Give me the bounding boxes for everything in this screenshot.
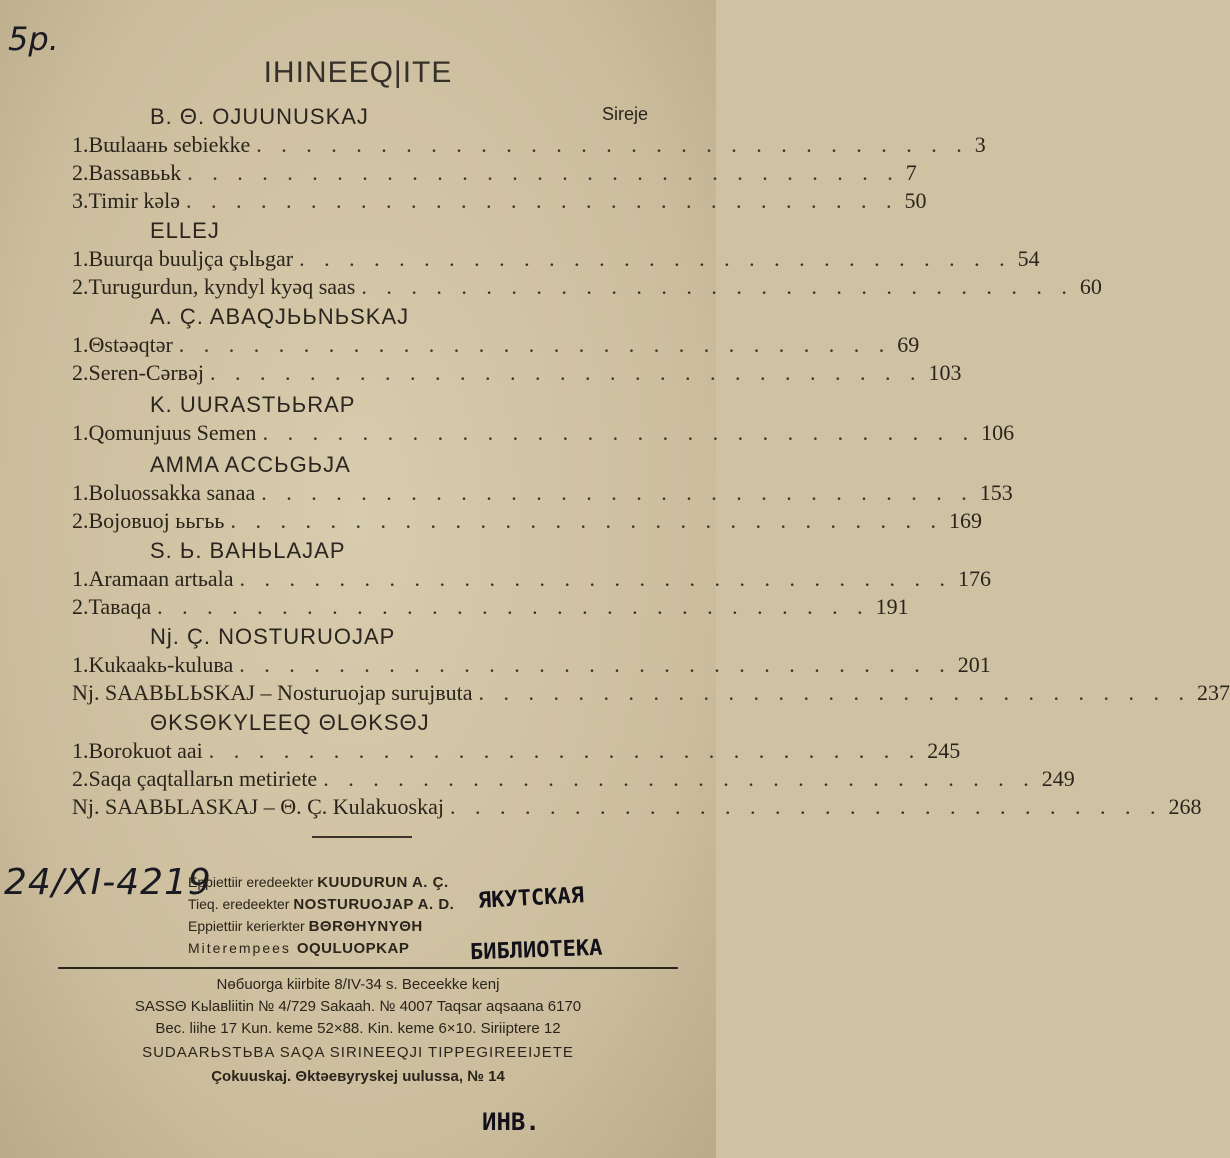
dot-leader: . . . . . . . . . . . . . . . . . . . . . . . . . . . . . xyxy=(230,508,943,533)
print-info-line: Çokuuskaj. Θktəeвyryskej uulussa, № 14 xyxy=(211,1068,505,1085)
dot-leader: . . . . . . . . . . . . . . . . . . . . . . . . . . . . . xyxy=(178,332,892,357)
dot-leader: . . . . . . . . . . . . . . . . . . . . . . . . . . . . . xyxy=(256,132,969,157)
entry-number: 2. xyxy=(72,766,89,791)
dot-leader: . . . . . . . . . . . . . . . . . . . . . . . . . . . . . xyxy=(361,274,1074,299)
section-author: K. UURASTЬЬRAP xyxy=(150,392,356,417)
entry-title: Aramaan artьala xyxy=(88,566,234,591)
entry-title: Qomunjuus Semen xyxy=(88,420,257,445)
dot-leader: . . . . . . . . . . . . . . . . . . . . . . . . . . . . . xyxy=(478,680,1191,705)
page-title: IHINEEQ|ITE xyxy=(263,56,453,89)
toc-entry xyxy=(72,274,1102,302)
entry-title: Nj. SAABЬLASKAJ – Θ. Ç. Kulakuoskaj xyxy=(72,794,444,819)
entry-title: Kukaakь-kuluва xyxy=(88,652,234,677)
entry-page: 7 xyxy=(905,160,917,185)
dot-leader: . . . . . . . . . . . . . . . . . . . . . . . . . . . . . xyxy=(449,794,1163,819)
toc-entry xyxy=(72,246,1040,274)
toc-entry xyxy=(72,652,991,680)
library-stamp-line-1: ЯКУТСКАЯ xyxy=(477,883,585,914)
entry-page: 245 xyxy=(927,738,961,763)
entry-number: 1. xyxy=(72,332,89,357)
dot-leader: . . . . . . . . . . . . . . . . . . . . . . . . . . . . . xyxy=(157,594,870,619)
toc-entry xyxy=(72,508,982,536)
print-info-line: SASSΘ Kьlaвliitin № 4/729 Sakaah. № 4007 Taqsar aqsaana 6170 xyxy=(134,998,582,1015)
imprint-line: Eppiettiir eredeekter KUUDURUN A. Ç. xyxy=(188,874,449,891)
entry-title: Nj. SAABЬLЬSKAJ – Nosturuojap suruјвuta xyxy=(72,680,473,705)
entry-number: 1. xyxy=(72,566,89,591)
entry-number: 2. xyxy=(72,274,89,299)
entry-title: Seren-Cərвəj xyxy=(88,360,204,385)
entry-page: 69 xyxy=(897,332,920,357)
toc-entry xyxy=(72,132,986,160)
imprint-line: Miterempees OQULUOPKAP xyxy=(188,940,410,957)
entry-page: 268 xyxy=(1168,794,1202,819)
entry-title: Timir kələ xyxy=(88,188,180,213)
toc-entry xyxy=(72,566,991,594)
toc-entry xyxy=(72,160,917,188)
section-author: S. Ь. BAHЬLAJAP xyxy=(150,538,346,563)
entry-number: 2. xyxy=(72,594,89,619)
library-stamp-line-2: БИБЛИОТЕКА xyxy=(469,935,603,966)
dot-leader: . . . . . . . . . . . . . . . . . . . . . . . . . . . . . xyxy=(208,738,922,763)
toc-entry xyxy=(72,420,1015,448)
entry-title: Bassaвььk xyxy=(88,160,182,185)
toc-entry xyxy=(72,332,920,360)
dot-leader: . . . . . . . . . . . . . . . . . . . . . . . . . . . . . xyxy=(299,246,1012,271)
dot-leader: . . . . . . . . . . . . . . . . . . . . . . . . . . . . . xyxy=(323,766,1036,791)
toc-entry xyxy=(72,480,1013,508)
dot-leader: . . . . . . . . . . . . . . . . . . . . . . . . . . . . . xyxy=(187,160,900,185)
entry-page: 54 xyxy=(1017,246,1040,271)
dot-leader: . . . . . . . . . . . . . . . . . . . . . . . . . . . . . xyxy=(262,420,976,445)
section-author: AMMA ACCЬGЬJA xyxy=(150,452,351,477)
entry-title: Bɯlaaнь sebiekke xyxy=(88,132,251,157)
section-author: B. Θ. OJUUNUSKAJ xyxy=(150,104,369,129)
handwritten-inventory-number: 24/XI-4219 xyxy=(4,862,212,903)
section-author: A. Ç. ABAQJЬЬNЬSKAJ xyxy=(150,304,410,329)
entry-title: Buurqa buulјça çьlьgar xyxy=(88,246,294,271)
entry-title: Turugurdun, kyndyl kyəq saas xyxy=(88,274,356,299)
toc-entry xyxy=(72,360,962,388)
toc-entry xyxy=(72,594,909,622)
entry-number: 2. xyxy=(72,508,89,533)
entry-title: Saqa çaqtallarьn metiriete xyxy=(88,766,318,791)
imprint-line: Eppiettiir kerierkter BΘRΘHYNYΘH xyxy=(188,918,423,935)
handwritten-price: 5р. xyxy=(8,20,59,58)
entry-number: 2. xyxy=(72,160,89,185)
toc-entry xyxy=(72,680,1230,708)
divider xyxy=(312,836,412,838)
dot-leader: . . . . . . . . . . . . . . . . . . . . . . . . . . . . . xyxy=(239,652,952,677)
print-info-line: Nɵбuorga kiirbite 8/IV-34 s. Beceekke kenj xyxy=(216,976,500,993)
dot-leader: . . . . . . . . . . . . . . . . . . . . . . . . . . . . . xyxy=(239,566,952,591)
imprint-line: Tieq. eredeekter NOSTURUOJAP A. D. xyxy=(188,896,455,913)
entry-page: 60 xyxy=(1079,274,1102,299)
section-author: Nj. Ç. NOSTURUOJAP xyxy=(150,624,396,649)
entry-page: 201 xyxy=(957,652,991,677)
inventory-stamp: ИНВ. xyxy=(482,1108,540,1136)
section-author: ΘKSΘKYLEEQ ΘLΘKSΘJ xyxy=(150,710,430,735)
toc-entry xyxy=(72,794,1202,822)
entry-title: Borokuot aai xyxy=(88,738,203,763)
dot-leader: . . . . . . . . . . . . . . . . . . . . . . . . . . . . . xyxy=(185,188,899,213)
dot-leader: . . . . . . . . . . . . . . . . . . . . . . . . . . . . . xyxy=(209,360,923,385)
toc-entry xyxy=(72,738,961,766)
entry-title: Bojoвuoj ььгьь xyxy=(88,508,225,533)
entry-number: 1. xyxy=(72,738,89,763)
entry-page: 103 xyxy=(928,360,962,385)
entry-page: 50 xyxy=(904,188,927,213)
divider-line xyxy=(58,967,678,969)
entry-page: 191 xyxy=(875,594,909,619)
entry-title: Taвaqa xyxy=(88,594,152,619)
entry-number: 1. xyxy=(72,132,89,157)
toc-entry xyxy=(72,188,927,216)
entry-number: 1. xyxy=(72,652,89,677)
entry-page: 249 xyxy=(1041,766,1075,791)
entry-page: 169 xyxy=(948,508,982,533)
entry-title: Boluossakka sanaa xyxy=(88,480,256,505)
entry-page: 3 xyxy=(974,132,986,157)
entry-page: 237 xyxy=(1197,680,1230,705)
entry-number: 2. xyxy=(72,360,89,385)
entry-number: 3. xyxy=(72,188,89,213)
page-column-label: Sireje xyxy=(601,104,648,124)
toc-entry xyxy=(72,766,1075,794)
entry-number: 1. xyxy=(72,480,89,505)
entry-number: 1. xyxy=(72,246,89,271)
print-info-line: Bec. liihe 17 Kun. keme 52×88. Kin. keme 6×10. Siriiptere 12 xyxy=(155,1020,561,1037)
print-info-line: SUDAARЬSTЬBA SAQA SIRINEEQJI TIPPEGIRЕЕIJETE xyxy=(142,1044,574,1061)
dot-leader: . . . . . . . . . . . . . . . . . . . . . . . . . . . . . xyxy=(261,480,974,505)
entry-page: 176 xyxy=(958,566,991,591)
entry-number: 1. xyxy=(72,420,89,445)
entry-page: 106 xyxy=(981,420,1015,445)
section-author: ELLEJ xyxy=(150,218,220,243)
entry-page: 153 xyxy=(979,480,1013,505)
entry-title: Θstəəqtər xyxy=(88,332,173,357)
